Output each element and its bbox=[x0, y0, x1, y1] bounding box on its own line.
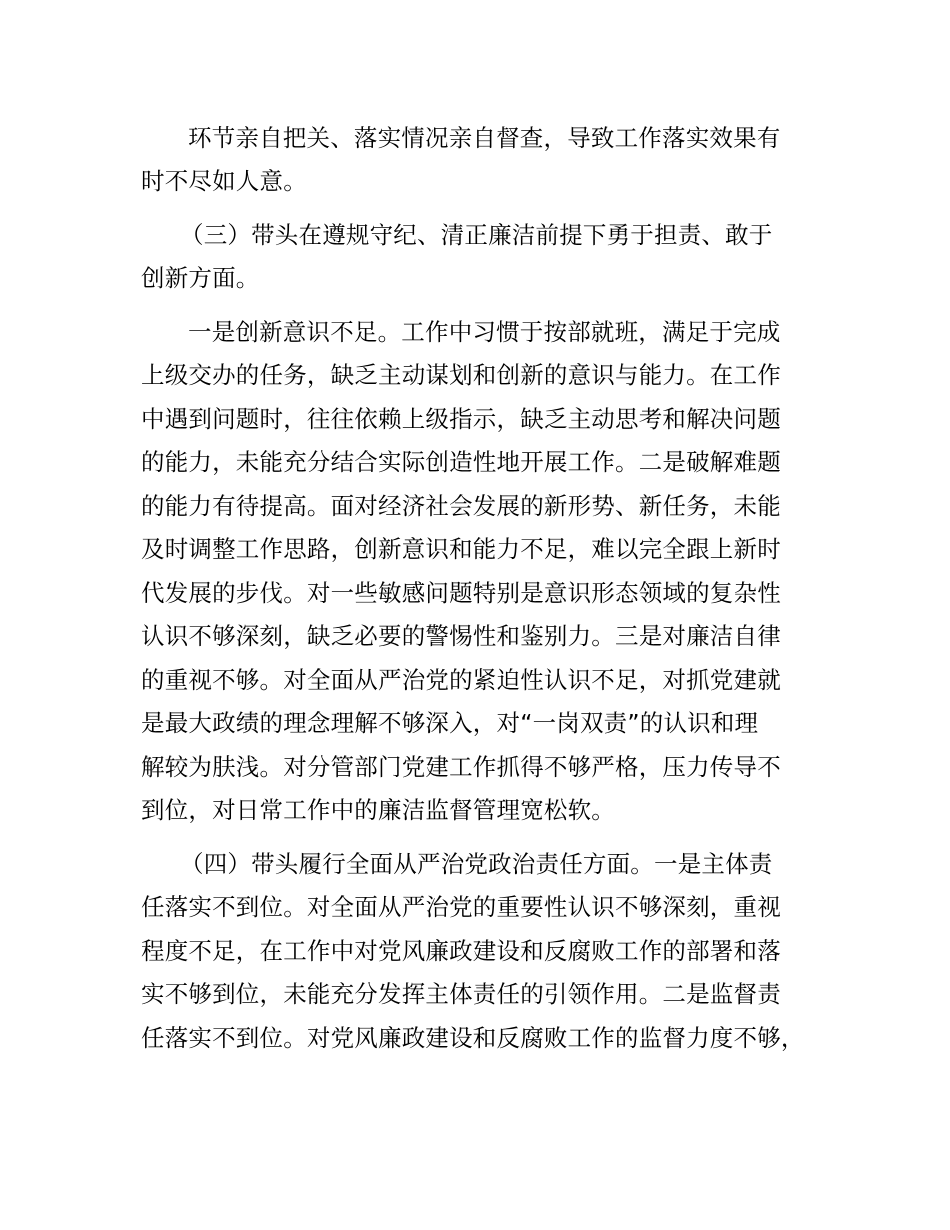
text-line: 的能力，未能充分结合实际创造性地开展工作。二是破解难题 bbox=[141, 448, 781, 476]
text-line: 解较为肤浅。对分管部门党建工作抓得不够严格，压力传导不 bbox=[141, 753, 781, 781]
text-line: 中遇到问题时，往往依赖上级指示，缺乏主动思考和解决问题 bbox=[141, 405, 781, 433]
text-line: 认识不够深刻，缺乏必要的警惕性和鉴别力。三是对廉洁自律 bbox=[141, 622, 781, 650]
text-line: 任落实不到位。对全面从严治党的重要性认识不够深刻，重视 bbox=[141, 893, 781, 921]
text-line: 时不尽如人意。 bbox=[141, 167, 307, 195]
text-line: 任落实不到位。对党风廉政建设和反腐败工作的监督力度不够， bbox=[141, 1024, 805, 1052]
section-heading-3: （三）带头在遵规守纪、清正廉洁前提下勇于担责、敢于 bbox=[180, 221, 773, 249]
text-line: 是最大政绩的理念理解不够深入，对“一岗双责”的认识和理 bbox=[141, 709, 759, 737]
text-line: 的重视不够。对全面从严治党的紧迫性认识不足，对抓党建就 bbox=[141, 666, 781, 694]
text-line: 一是创新意识不足。工作中习惯于按部就班，满足于完成 bbox=[188, 318, 781, 346]
text-line: 的能力有待提高。面对经济社会发展的新形势、新任务，未能 bbox=[141, 492, 781, 520]
text-line: 到位，对日常工作中的廉洁监督管理宽松软。 bbox=[141, 796, 615, 824]
text-line: 上级交办的任务，缺乏主动谋划和创新的意识与能力。在工作 bbox=[141, 361, 781, 389]
text-line: 环节亲自把关、落实情况亲自督查，导致工作落实效果有 bbox=[188, 124, 781, 152]
text-line: 程度不足，在工作中对党风廉政建设和反腐败工作的部署和落 bbox=[141, 937, 781, 965]
text-line: 创新方面。 bbox=[141, 264, 260, 292]
text-line: 代发展的步伐。对一些敏感问题特别是意识形态领域的复杂性 bbox=[141, 579, 781, 607]
text-line: 实不够到位，未能充分发挥主体责任的引领作用。二是监督责 bbox=[141, 980, 781, 1008]
text-line: 及时调整工作思路，创新意识和能力不足，难以完全跟上新时 bbox=[141, 535, 781, 563]
section-heading-4: （四）带头履行全面从严治党政治责任方面。一是主体责 bbox=[180, 850, 773, 878]
